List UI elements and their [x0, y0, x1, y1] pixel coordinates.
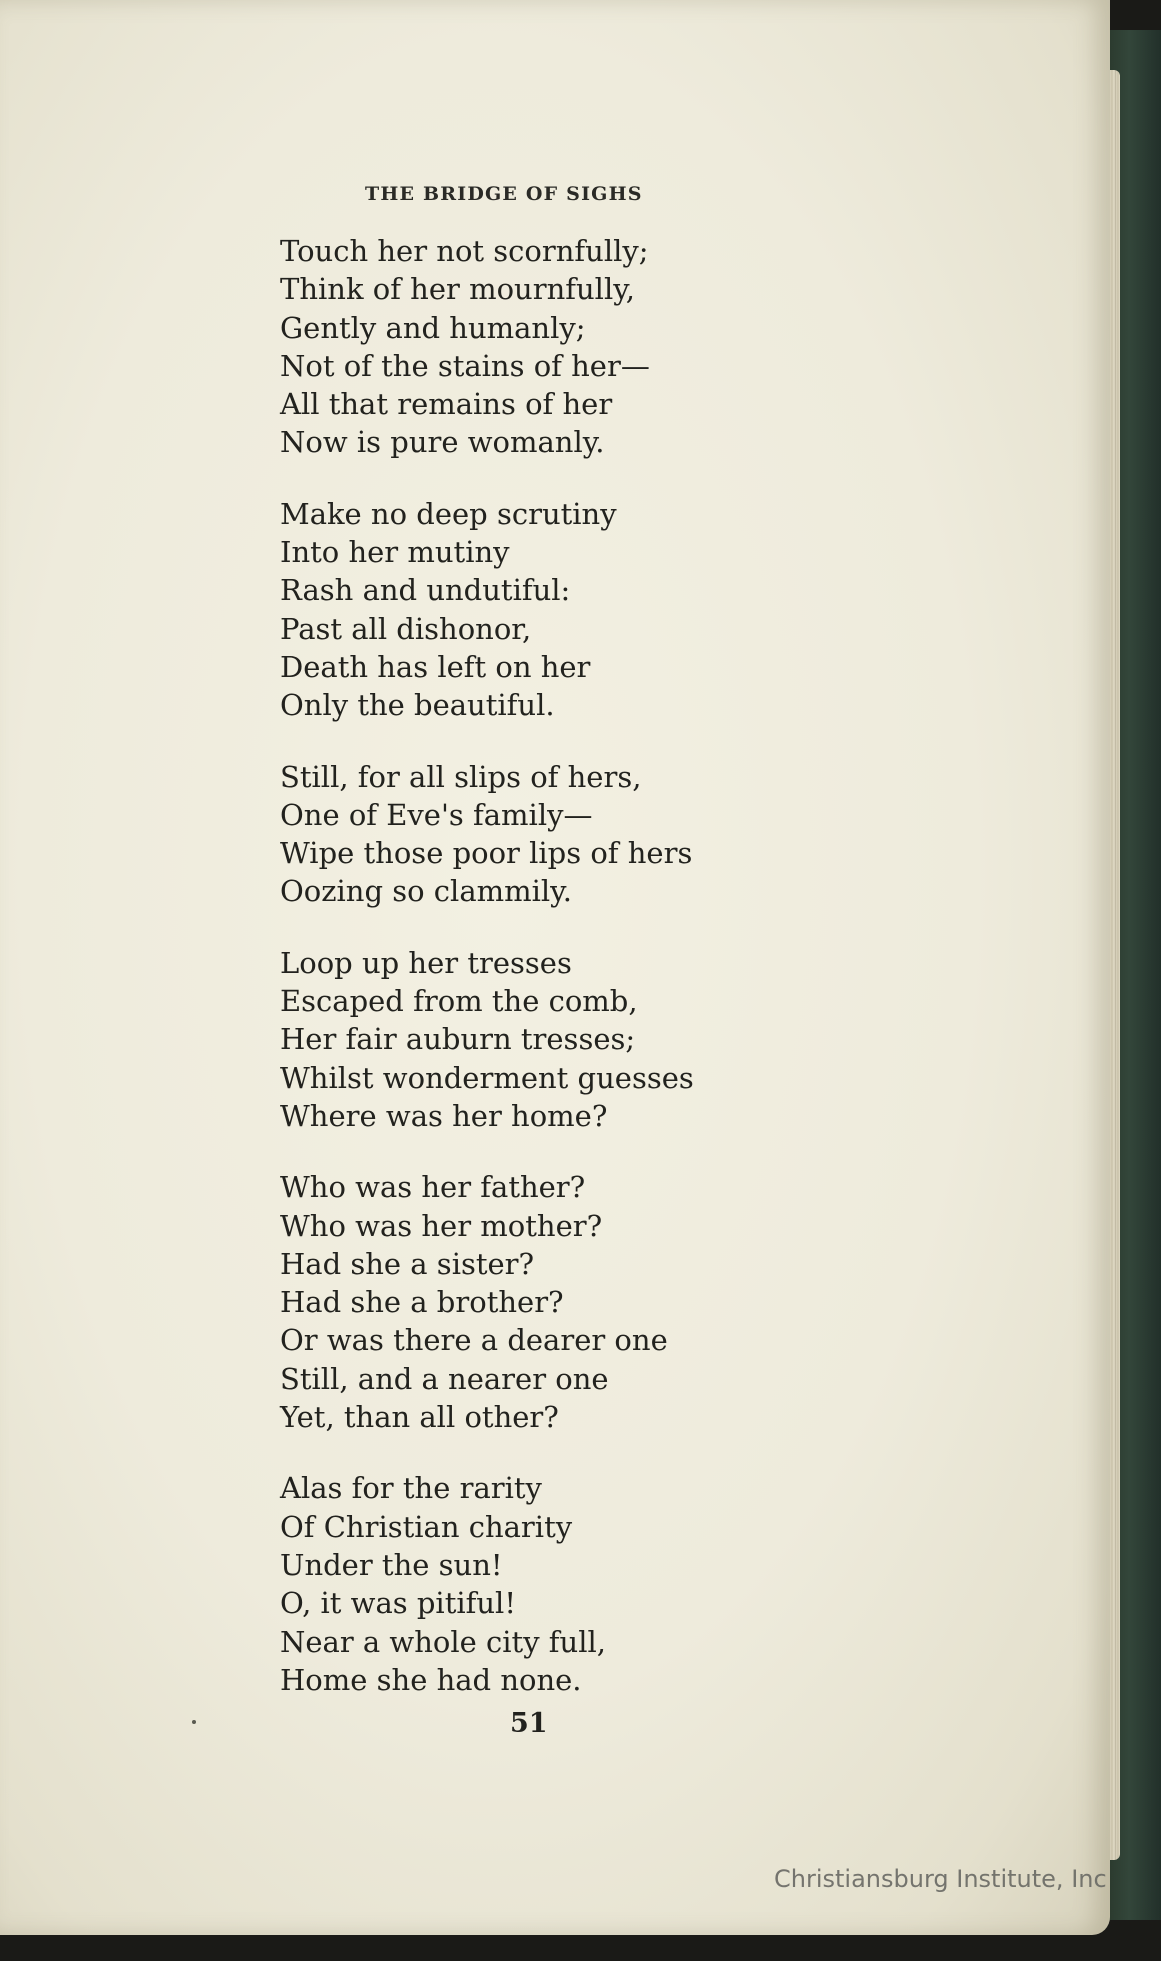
poem-line: Gently and humanly;: [280, 310, 586, 345]
poem-line: All that remains of her: [280, 387, 613, 422]
poem-line: Alas for the rarity: [280, 1471, 542, 1506]
poem-line: Whilst wonderment guesses: [280, 1060, 694, 1095]
poem-line: Death has left on her: [280, 649, 591, 684]
poem-line: Not of the stains of her—: [280, 348, 650, 383]
poem-line: O, it was pitiful!: [280, 1586, 516, 1621]
stanza: [280, 758, 800, 911]
poem-line: Of Christian charity: [280, 1509, 573, 1544]
stanza: [280, 944, 800, 1135]
poem-line: Make no deep scrutiny: [280, 496, 617, 531]
poem-line: Now is pure womanly.: [280, 425, 605, 460]
poem-line: Still, and a nearer one: [280, 1361, 609, 1396]
poem-line: Oozing so clammily.: [280, 874, 572, 909]
poem-line: Only the beautiful.: [280, 688, 555, 723]
poem-body: [280, 232, 800, 1732]
poem-line: Had she a sister?: [280, 1246, 535, 1281]
poem-line: Her fair auburn tresses;: [280, 1022, 636, 1057]
poem-line: Touch her not scornfully;: [280, 234, 649, 268]
poem-line: Near a whole city full,: [280, 1624, 606, 1659]
poem-line: Past all dishonor,: [280, 611, 532, 646]
poem-line: Escaped from the comb,: [280, 984, 638, 1019]
poem-line: Home she had none.: [280, 1662, 582, 1697]
poem-line: Under the sun!: [280, 1547, 503, 1582]
stanza: [280, 1469, 800, 1699]
running-head: THE BRIDGE OF SIGHS: [365, 183, 643, 205]
poem-line: Wipe those poor lips of hers: [280, 836, 693, 871]
stanza: [280, 232, 800, 462]
ink-speck: [192, 1720, 196, 1724]
poem-line: Still, for all slips of hers,: [280, 759, 642, 794]
poem-line: Where was her home?: [280, 1098, 608, 1133]
poem-line: One of Eve's family—: [280, 797, 593, 832]
poem-line: Had she a brother?: [280, 1285, 564, 1320]
poem-line: Who was her mother?: [280, 1208, 603, 1243]
poem-line: Rash and undutiful:: [280, 573, 571, 608]
poem-line: Or was there a dearer one: [280, 1323, 668, 1358]
poem-line: Yet, than all other?: [280, 1400, 559, 1435]
poem-line: Who was her father?: [280, 1170, 586, 1205]
poem-line: Think of her mournfully,: [280, 272, 635, 307]
stanza: [280, 495, 800, 725]
watermark: Christiansburg Institute, Inc: [774, 1865, 1107, 1893]
poem-line: Into her mutiny: [280, 535, 510, 570]
stanza: [280, 1168, 800, 1436]
page-number: 51: [510, 1708, 548, 1739]
poem-line: Loop up her tresses: [280, 945, 572, 980]
